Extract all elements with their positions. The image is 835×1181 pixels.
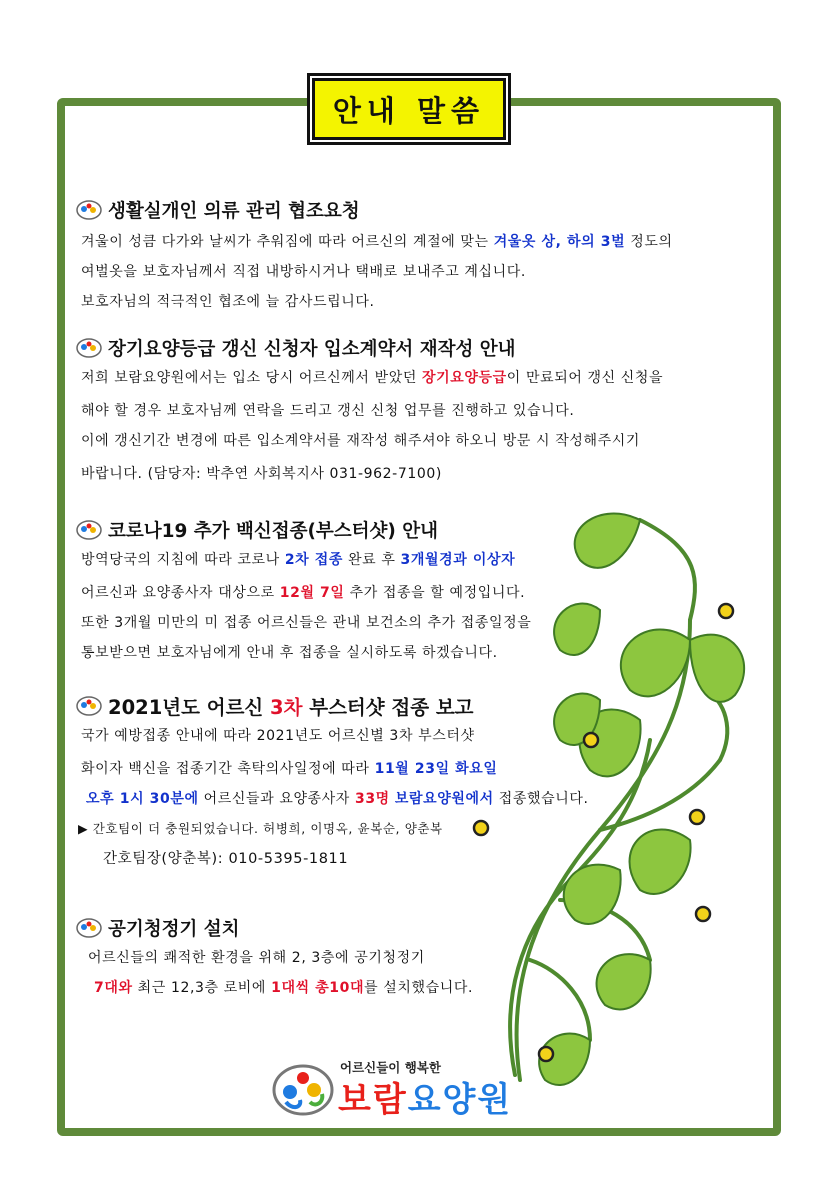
text-line: 바랍니다. (담당자: 박추연 사회복지사 031-962-7100) xyxy=(81,466,442,482)
text-line: 또한 3개월 미만의 미 접종 어르신들은 관내 보건소의 추가 접종일정을 xyxy=(81,615,532,631)
section-heading xyxy=(76,515,776,545)
section-booster-report xyxy=(76,691,776,874)
logo-emblem-icon xyxy=(272,1062,334,1118)
section-heading xyxy=(76,333,776,363)
section-heading-text: 공기청정기 설치 xyxy=(108,919,240,940)
section-booster-notice xyxy=(76,515,776,668)
page-title-text: 안내 말씀 xyxy=(332,93,486,128)
logo-bullet-icon xyxy=(76,696,102,716)
section-air-purifier xyxy=(76,913,776,1003)
section-heading-text: 장기요양등급 갱신 신청자 입소계약서 재작성 안내 xyxy=(108,339,516,360)
text-line: 화이자 백신을 접종기간 촉탁의사일정에 따라 11월 23일 화요일 xyxy=(81,761,498,777)
text-line: 국가 예방접종 안내에 따라 2021년도 어르신별 3차 부스터샷 xyxy=(81,728,475,744)
text-line: 통보받으면 보호자님에게 안내 후 접종을 실시하도록 하겠습니다. xyxy=(81,645,498,661)
section-heading-text: 생활실개인 의류 관리 협조요청 xyxy=(108,201,360,222)
text-line: 오후 1시 30분에 어르신들과 요양종사자 33명 보람요양원에서 접종했습니다. xyxy=(86,791,589,807)
logo-bullet-icon xyxy=(76,918,102,938)
text-line: 겨울이 성큼 다가와 날씨가 추워짐에 따라 어르신의 계절에 맞는 겨울옷 상, 하의 3벌 정도의 xyxy=(81,234,673,250)
logo-bullet-icon xyxy=(76,200,102,220)
organization-logo xyxy=(272,1058,552,1118)
section-heading-text: 코로나19 추가 백신접종(부스터샷) 안내 xyxy=(108,521,439,542)
text-line: 이에 갱신기간 변경에 따른 입소계약서를 재작성 해주셔야 하오니 방문 시 작성해주시기 xyxy=(81,433,640,449)
section-care-grade xyxy=(76,333,776,489)
logo-name: 보람요양원 xyxy=(338,1080,513,1120)
text-line: 여벌옷을 보호자님께서 직접 내방하시거나 택배로 보내주고 계십니다. xyxy=(81,264,526,280)
section-heading xyxy=(76,913,776,943)
section-clothing xyxy=(76,195,776,317)
logo-tagline: 어르신들이 행복한 xyxy=(340,1060,441,1075)
text-line: 어르신과 요양종사자 대상으로 12월 7일 추가 접종을 할 예정입니다. xyxy=(81,585,526,601)
nurse-lead-contact: 간호팀장(양춘복): 010-5395-1811 xyxy=(103,851,349,867)
page-title xyxy=(312,78,506,140)
nurse-team-note: ▶ 간호팀이 더 충원되었습니다. 허병희, 이명옥, 윤복순, 양춘복 xyxy=(78,821,443,836)
logo-bullet-icon xyxy=(76,338,102,358)
section-heading-text: 2021년도 어르신 3차 부스터샷 접종 보고 xyxy=(108,696,474,719)
text-line: 7대와 최근 12,3층 로비에 1대씩 총10대를 설치했습니다. xyxy=(94,980,474,996)
text-line: 어르신들의 쾌적한 환경을 위해 2, 3층에 공기청정기 xyxy=(88,950,425,966)
text-line: 해야 할 경우 보호자님께 연락을 드리고 갱신 신청 업무를 진행하고 있습니다. xyxy=(81,403,575,419)
section-heading xyxy=(76,195,776,225)
section-heading xyxy=(76,691,776,721)
text-line: 보호자님의 적극적인 협조에 늘 감사드립니다. xyxy=(81,294,375,310)
logo-bullet-icon xyxy=(76,520,102,540)
text-line: 저희 보람요양원에서는 입소 당시 어르신께서 받았던 장기요양등급이 만료되어 갱신 신청을 xyxy=(81,370,664,386)
text-line: 방역당국의 지침에 따라 코로나 2차 접종 완료 후 3개월경과 이상자 xyxy=(81,552,516,568)
